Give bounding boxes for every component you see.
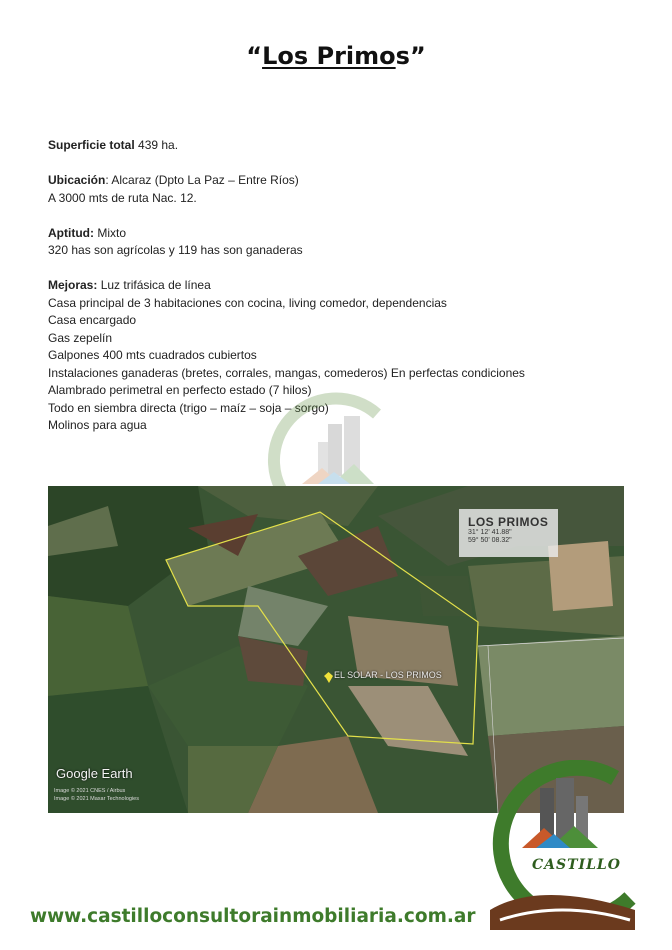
improvement-item: Molinos para agua [48, 418, 147, 432]
improvements-line: Mejoras: Luz trifásica de línea [48, 278, 211, 292]
surface-line: Superficie total 439 ha. [48, 138, 179, 152]
location-line-2: A 3000 mts de ruta Nac. 12. [48, 190, 197, 205]
location-line: Ubicación: Alcaraz (Dpto La Paz – Entre Ríos) [48, 173, 299, 187]
website-link[interactable]: www.castilloconsultorainmobiliaria.com.ar [30, 906, 476, 927]
improvement-item: Galpones 400 mts cuadrados cubiertos [48, 348, 257, 362]
map-location-label [459, 509, 558, 557]
property-details [48, 137, 628, 435]
map-pin-icon [324, 672, 333, 683]
page-title: “Los Primos” [246, 42, 426, 70]
google-earth-logo: Google Earth [56, 766, 133, 781]
castillo-logo-icon [470, 760, 640, 930]
map-credit: Image © 2021 Maxar Technologies [54, 796, 139, 802]
improvement-item: Gas zepelín [48, 330, 113, 345]
improvement-item: Alambrado perimetral en perfecto estado (7 hilos) [48, 383, 312, 397]
map-label-lon: 59° 50' 08.32" [468, 537, 512, 544]
improvement-item: Casa encargado [48, 313, 137, 327]
aptitude-line: Aptitud: Mixto [48, 225, 126, 240]
improvement-item: Casa principal de 3 habitaciones con cocina, living comedor, dependencias [48, 295, 447, 310]
improvement-item: Instalaciones ganaderas (bretes, corrales, mangas, comederos) En perfectas condiciones [48, 365, 525, 380]
improvement-item: Todo en siembra directa (trigo – maíz – soja – sorgo) [48, 400, 329, 415]
map-label-lat: 31° 12' 41.88" [468, 529, 512, 536]
map-credit: Image © 2021 CNES / Airbus [54, 788, 126, 794]
aptitude-line-2: 320 has son agrícolas y 119 has son ganaderas [48, 243, 303, 257]
map-pin-label: EL SOLAR - LOS PRIMOS [334, 670, 442, 680]
brand-name: CASTILLO [532, 857, 621, 873]
map-label-title: LOS PRIMOS [468, 515, 549, 529]
